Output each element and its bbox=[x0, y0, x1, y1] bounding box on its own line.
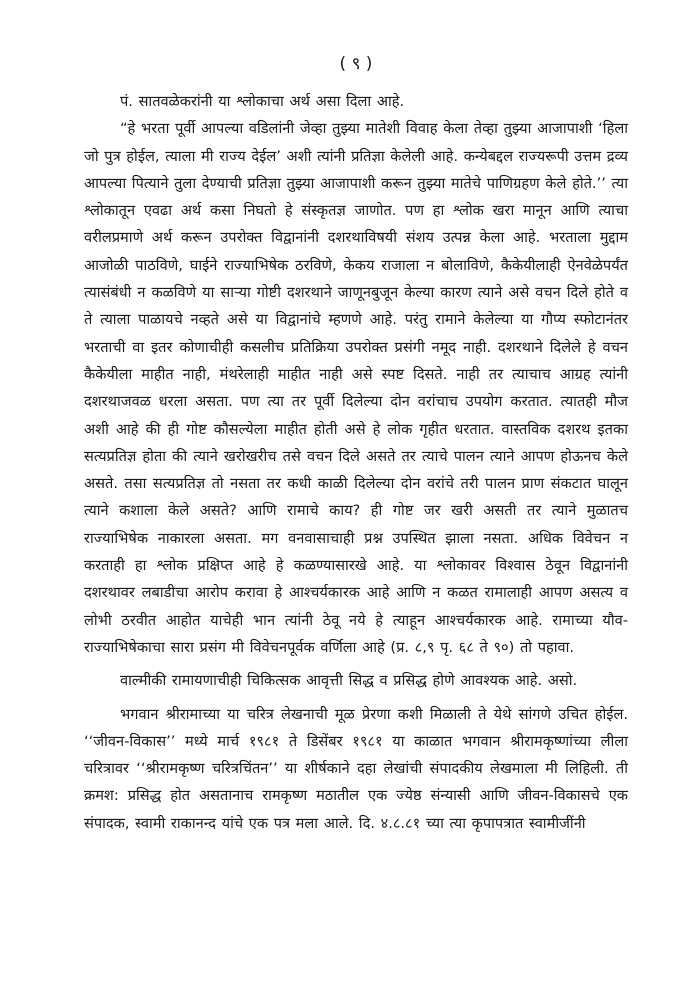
paragraph-inspiration: भगवान श्रीरामाच्या या चरित्र लेखनाची मूळ प्रेरणा कशी मिळाली ते येथे सांगणे उचित होईल. ‘‘जीवन-विकास’’ मध्ये मार्च १९८१ ते डिसेंबर १९८१ या काळात भगवान श्रीरामकृष्णांच्या लीला चरित्रावर ‘‘श्रीरामकृष्ण चरित्रचिंतन’’ या शीर्षकाने दहा लेखांची संपादकीय लेखमाला मी लिहिली. ती क्रमश: प्रसिद्ध होत असतानाच रामकृष्ण मठातील एक ज्येष्ठ संन्यासी आणि जीवन-विकासचे एक संपादक, स्वामी राकानन्द यांचे एक पत्र मला आले. दि. ४.८.८१ च्या त्या कृपापत्रात स्वामीजींनी bbox=[84, 705, 628, 832]
paragraph-critical-edition: वाल्मीकी रामायणाचीही चिकित्सक आवृत्ती सिद्ध व प्रसिद्ध होणे आवश्यक आहे. असो. bbox=[120, 672, 578, 690]
page-number: ( ९ ) bbox=[339, 54, 373, 74]
paragraph-quote-discussion: “हे भरता पूर्वी आपल्या वडिलांनी जेव्हा तुझ्या मातेशी विवाह केला तेव्हा तुझ्या आजापाशी ‘हिला जो पुत्र होईल, त्याला मी राज्य देईल’ अशी त्यांनी प्रतिज्ञा केलेली आहे. कन्येबद्दल राज्यरूपी उत्तम द्रव्य आपल्या पित्याने तुला देण्याची प्रतिज्ञा तुझ्या आजापाशी करून तुझ्या मातेचे पाणिग्रहण केले होते.’’ त्या श्लोकातून एवढा अर्थ कसा निघतो हे संस्कृतज्ञ जाणोत. पण हा श्लोक खरा मानून आणि त्याचा वरीलप्रमाणे अर्थ करून उपरोक्त विद्वानांनी दशरथाविषयी संशय उत्पन्न केला आहे. भरताला मुद्दाम आजोळी पाठविणे, घाईने राज्याभिषेक ठरविणे, केकय राजाला न बोलाविणे, कैकेयीलाही ऐनवेळेपर्यंत त्यासंबंधी न कळविणे या साऱ्या गोष्टी दशरथाने जाणूनबुजून केल्या कारण त्याने असे वचन दिले होते व ते त्याला पाळायचे नव्हते असे या विद्वानांचे म्हणणे आहे. परंतु रामाने केलेल्या या गौप्य स्फोटानंतर भरताची वा इतर कोणाचीही कसलीच प्रतिक्रिया उपरोक्त प्रसंगी नमूद नाही. दशरथाने दिलेले हे वचन कैकेयीला माहीत नाही, मंथरेलाही माहीत नाही असे स्पष्ट दिसते. नाही तर त्याचाच आग्रह त्यांनी दशरथाजवळ धरला असता. पण त्या तर पूर्वी दिलेल्या दोन वरांचाच उपयोग करतात. त्यातही मौज अशी आहे की ही गोष्ट कौसल्येला माहीत होती असे हे लोक गृहीत धरतात. वास्तविक दशरथ इतका सत्यप्रतिज्ञ होता की त्याने खरोखरीच तसे वचन दिले असते तर त्याचे पालन त्याने आपण होऊनच केले असते. तसा सत्यप्रतिज्ञ तो नसता तर कधी काळी दिलेल्या दोन वरांचे तरी पालन प्राण संकटात घालून त्याने कशाला केले असते? आणि रामाचे काय? ही गोष्ट जर खरी असती तर त्याने मुळातच राज्याभिषेक नाकारला असता. मग वनवासाचाही प्रश्न उपस्थित झाला नसता. अधिक विवेचन न करताही हा श्लोक प्रक्षिप्त आहे हे कळण्यासारखे आहे. या श्लोकावर विश्वास ठेवून विद्वानांनी दशरथावर लबाडीचा आरोप करावा हे आश्चर्यकारक आहे आणि न कळत रामालाही आपण असत्य व लोभी ठरवीत आहोत याचेही भान त्यांनी ठेवू नये हे त्याहून आश्चर्यकारक आहे. रामाच्या यौव-राज्याभिषेकाचा सारा प्रसंग मी विवेचनपूर्वक वर्णिला आहे (प्र. ८,९ पृ. ६८ ते ९०) तो पहावा. bbox=[84, 120, 628, 656]
paragraph-intro: पं. सातवळेकरांनी या श्लोकाचा अर्थ असा दिला आहे. bbox=[120, 93, 405, 110]
